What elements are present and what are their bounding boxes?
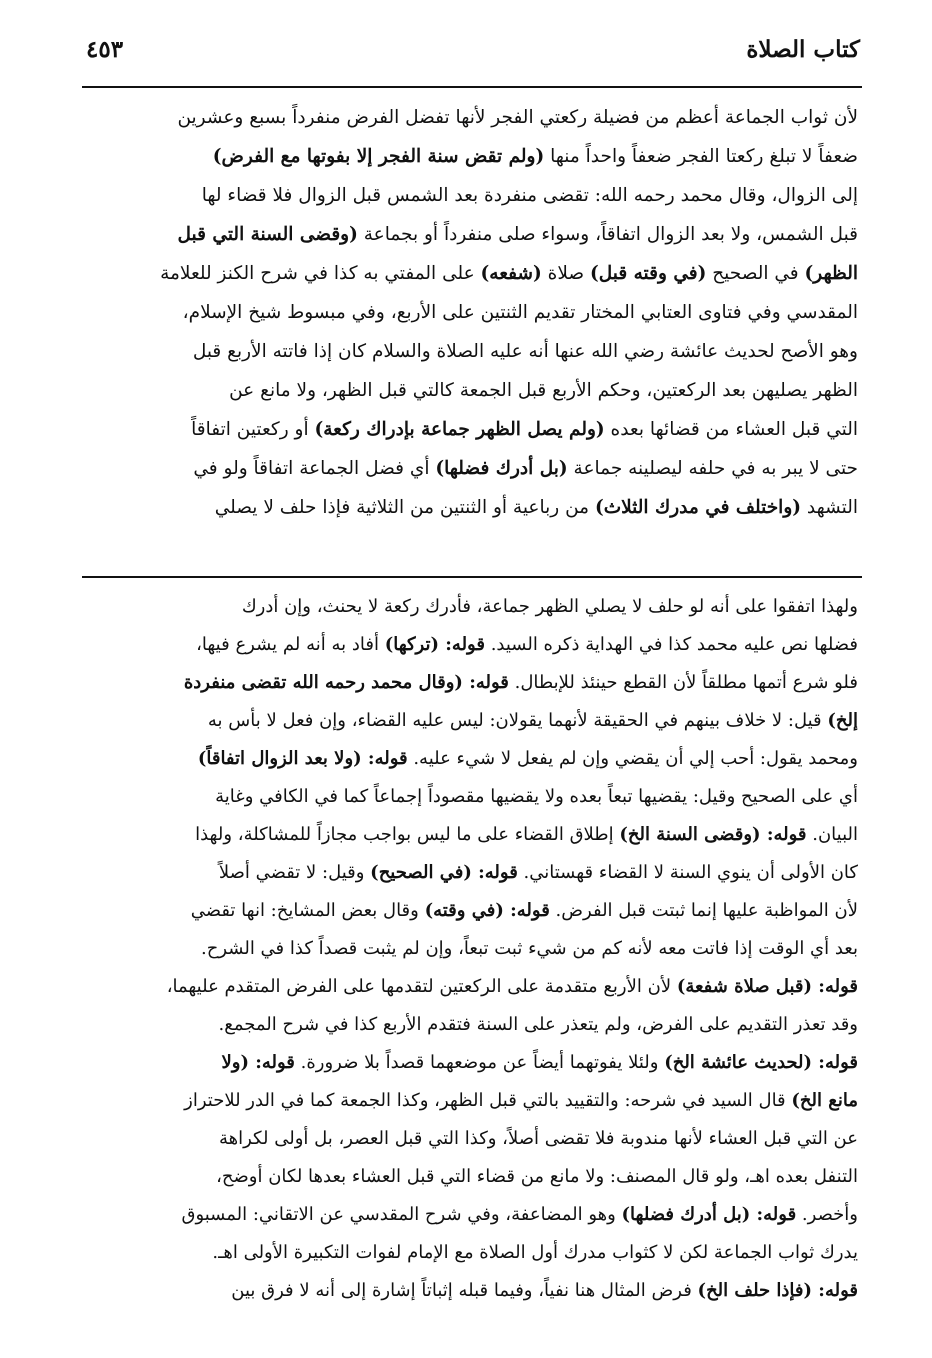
text-segment: صلاة <box>541 263 590 284</box>
text-line <box>84 1196 858 1234</box>
header-divider <box>82 86 862 88</box>
text-segment: قيل: لا خلاف بينهم في الحقيقة لأنهما يقولان: ليس عليه القضاء، وإن فعل لا بأس به <box>207 710 828 731</box>
text-segment: لأن الأربع متقدمة على الركعتين لتقدمها على الفرض المتقدم عليهما، <box>166 976 677 997</box>
bold-text-segment: قوله: (في الصحيح) <box>370 862 518 883</box>
text-segment: ومحمد يقول: أحب إلي أن يقضي وإن لم يفعل لا شيء عليه. <box>407 748 858 769</box>
text-line <box>84 137 858 176</box>
text-segment: في الصحيح <box>706 263 805 284</box>
text-line <box>84 1082 858 1120</box>
bold-text-segment: (واختلف في مدرك الثلاث) <box>594 497 802 518</box>
text-line <box>84 740 858 778</box>
text-line <box>84 892 858 930</box>
page-number: ٤٥٣ <box>86 36 124 63</box>
text-segment: ضعفاً لا تبلغ ركعتا الفجر ضعفاً واحداً منها <box>544 146 858 167</box>
text-segment: وهو الأصح لحديث عائشة رضي الله عنها أنه عليه الصلاة والسلام كان إذا فاتته الأربع قبل <box>192 341 858 362</box>
bold-text-segment: (بل أدرك فضلها) <box>435 458 568 479</box>
text-segment: البيان. <box>806 824 858 845</box>
text-segment: ولئلا يفوتهما أيضاً عن موضعهما قصداً بلا ضرورة. <box>294 1052 665 1073</box>
text-segment: وقال بعض المشايخ: انها تقضي <box>190 900 425 921</box>
text-segment: وأخصر. <box>796 1204 858 1225</box>
text-segment: كان الأولى أن ينوي السنة لا القضاء قهستاني. <box>517 862 858 883</box>
book-title: كتاب الصلاة <box>746 36 860 63</box>
bold-text-segment: (ولم يصل الظهر جماعة بإدراك ركعة) <box>314 419 605 440</box>
text-line <box>84 293 858 332</box>
text-segment: أي على الصحيح وقيل: يقضيها تبعاً بعده ولا يقضيها مقصوداً إجماعاً كما في الكافي وغاية <box>215 786 858 807</box>
bold-text-segment: قوله: (في وقته) <box>424 900 550 921</box>
text-line <box>84 1158 858 1196</box>
text-segment: عن التي قبل العشاء لأنها مندوبة فلا تقضى أصلاً، وكذا التي قبل العصر، بل أولى لكراهة <box>218 1128 858 1149</box>
bold-text-segment: إلخ) <box>827 710 858 731</box>
bold-text-segment: الظهر) <box>804 263 858 284</box>
text-line <box>84 371 858 410</box>
text-line <box>84 1272 858 1310</box>
text-segment: الظهر يصليهن بعد الركعتين، وحكم الأربع قبل الجمعة كالتي قبل الظهر، ولا مانع عن <box>229 380 858 401</box>
text-line <box>84 332 858 371</box>
text-segment: بعد أي الوقت إذا فاتت معه لأنه كم من شيء ثبت تبعاً، وإن لم يثبت قصداً كذا في الشرح. <box>201 938 858 959</box>
commentary-text-block <box>84 588 858 1310</box>
text-segment: وقيل: لا تقضي أصلاً <box>218 862 371 883</box>
text-segment: فرض المثال هنا نفياً، وفيما قبله إثباتاً إشارة إلى أنه لا فرق بين <box>231 1280 698 1301</box>
text-segment: التنفل بعده اهـ، ولو قال المصنف: ولا مانع من قضاء التي قبل العشاء بعدها لكان أوضح، <box>216 1166 858 1187</box>
bold-text-segment: (شفعه) <box>480 263 542 284</box>
bold-text-segment: قوله: (بل أدرك فضلها) <box>621 1204 797 1225</box>
bold-text-segment: قوله: (ولا <box>221 1052 295 1073</box>
text-segment: يدرك ثواب الجماعة لكن لا كثواب مدرك أول الصلاة مع الإمام لفوات التكبيرة الأولى اهـ. <box>212 1242 858 1263</box>
text-segment: وهو المضاعفة، وفي شرح المقدسي عن الاتقاني: المسبوق <box>181 1204 622 1225</box>
bold-text-segment: (ولم تقض سنة الفجر إلا بفوتها مع الفرض) <box>212 146 545 167</box>
text-segment: التي قبل العشاء من قضائها بعده <box>604 419 858 440</box>
text-segment: فضلها نص عليه محمد كذا في الهداية ذكره السيد. <box>484 634 858 655</box>
text-line <box>84 215 858 254</box>
text-segment: لأن ثواب الجماعة أعظم من فضيلة ركعتي الفجر لأنها تفضل الفرض منفرداً بسبع وعشرين <box>177 107 858 128</box>
bold-text-segment: قوله: (لحديث عائشة الخ) <box>664 1052 858 1073</box>
text-line <box>84 254 858 293</box>
text-segment: أو ركعتين اتفاقاً <box>191 419 315 440</box>
bold-text-segment: قوله: (تركها) <box>384 634 485 655</box>
text-segment: أي فضل الجماعة اتفاقاً ولو في <box>193 458 436 479</box>
text-line <box>84 1120 858 1158</box>
text-line <box>84 98 858 137</box>
bold-text-segment: قوله: (قبل صلاة شفعة) <box>676 976 858 997</box>
text-segment: حتى لا يبر به في حلفه ليصلينه جماعة <box>567 458 858 479</box>
text-line <box>84 702 858 740</box>
text-segment: ولهذا اتفقوا على أنه لو حلف لا يصلي الظهر جماعة، فأدرك ركعة لا يحنث، وإن أدرك <box>241 596 858 617</box>
text-line <box>84 1006 858 1044</box>
text-line <box>84 778 858 816</box>
bold-text-segment: قوله: (وقال محمد رحمه الله تقضى منفردة <box>183 672 509 693</box>
text-line <box>84 449 858 488</box>
text-segment: قبل الشمس، ولا بعد الزوال اتفاقاً، وسواء صلى منفرداً أو بجماعة <box>357 224 858 245</box>
text-segment: على المفتي به كذا في شرح الكنز للعلامة <box>160 263 481 284</box>
text-segment: قال السيد في شرحه: والتقييد بالتي قبل الظهر، وكذا الجمعة كما في الدر للاحتراز <box>184 1090 792 1111</box>
text-segment: فلو شرع أتمها مطلقاً لأن القطع حينئذ للإبطال. <box>508 672 858 693</box>
text-segment: من رباعية أو الثنتين من الثلاثية فإذا حلف لا يصلي <box>214 497 595 518</box>
text-segment: إطلاق القضاء على ما ليس بواجب مجازاً للمشاكلة، ولهذا <box>195 824 620 845</box>
text-segment: إلى الزوال، وقال محمد رحمه الله: تقضى منفردة بعد الشمس قبل الزوال فلا قضاء لها <box>201 185 858 206</box>
bold-text-segment: قوله: (فإذا حلف الخ) <box>697 1280 858 1301</box>
text-line <box>84 1234 858 1272</box>
bold-text-segment: (في وقته قبل) <box>589 263 707 284</box>
text-segment: أفاد به أنه لم يشرع فيها، <box>196 634 385 655</box>
main-text-block <box>84 98 858 527</box>
text-segment: لأن المواظبة عليها إنما ثبتت قبل الفرض. <box>549 900 858 921</box>
text-line <box>84 816 858 854</box>
text-line <box>84 488 858 527</box>
text-line <box>84 968 858 1006</box>
text-line <box>84 588 858 626</box>
bold-text-segment: قوله: (ولا بعد الزوال اتفاقاً) <box>197 748 408 769</box>
page-header <box>84 30 860 74</box>
bold-text-segment: قوله: (وقضى السنة الخ) <box>619 824 807 845</box>
bold-text-segment: مانع الخ) <box>791 1090 858 1111</box>
text-line <box>84 664 858 702</box>
bold-text-segment: (وقضى السنة التي قبل <box>177 224 358 245</box>
text-line <box>84 930 858 968</box>
text-segment: وقد تعذر التقديم على الفرض، ولم يتعذر على السنة فتقدم الأربع كذا في شرح المجمع. <box>218 1014 858 1035</box>
text-line <box>84 176 858 215</box>
text-line <box>84 626 858 664</box>
text-line <box>84 854 858 892</box>
text-segment: التشهد <box>801 497 858 518</box>
text-line <box>84 1044 858 1082</box>
text-line <box>84 410 858 449</box>
text-segment: المقدسي وفي فتاوى العتابي المختار تقديم الثنتين على الأربع، وفي مبسوط شيخ الإسلام، <box>182 302 858 323</box>
footnote-divider <box>82 576 862 578</box>
